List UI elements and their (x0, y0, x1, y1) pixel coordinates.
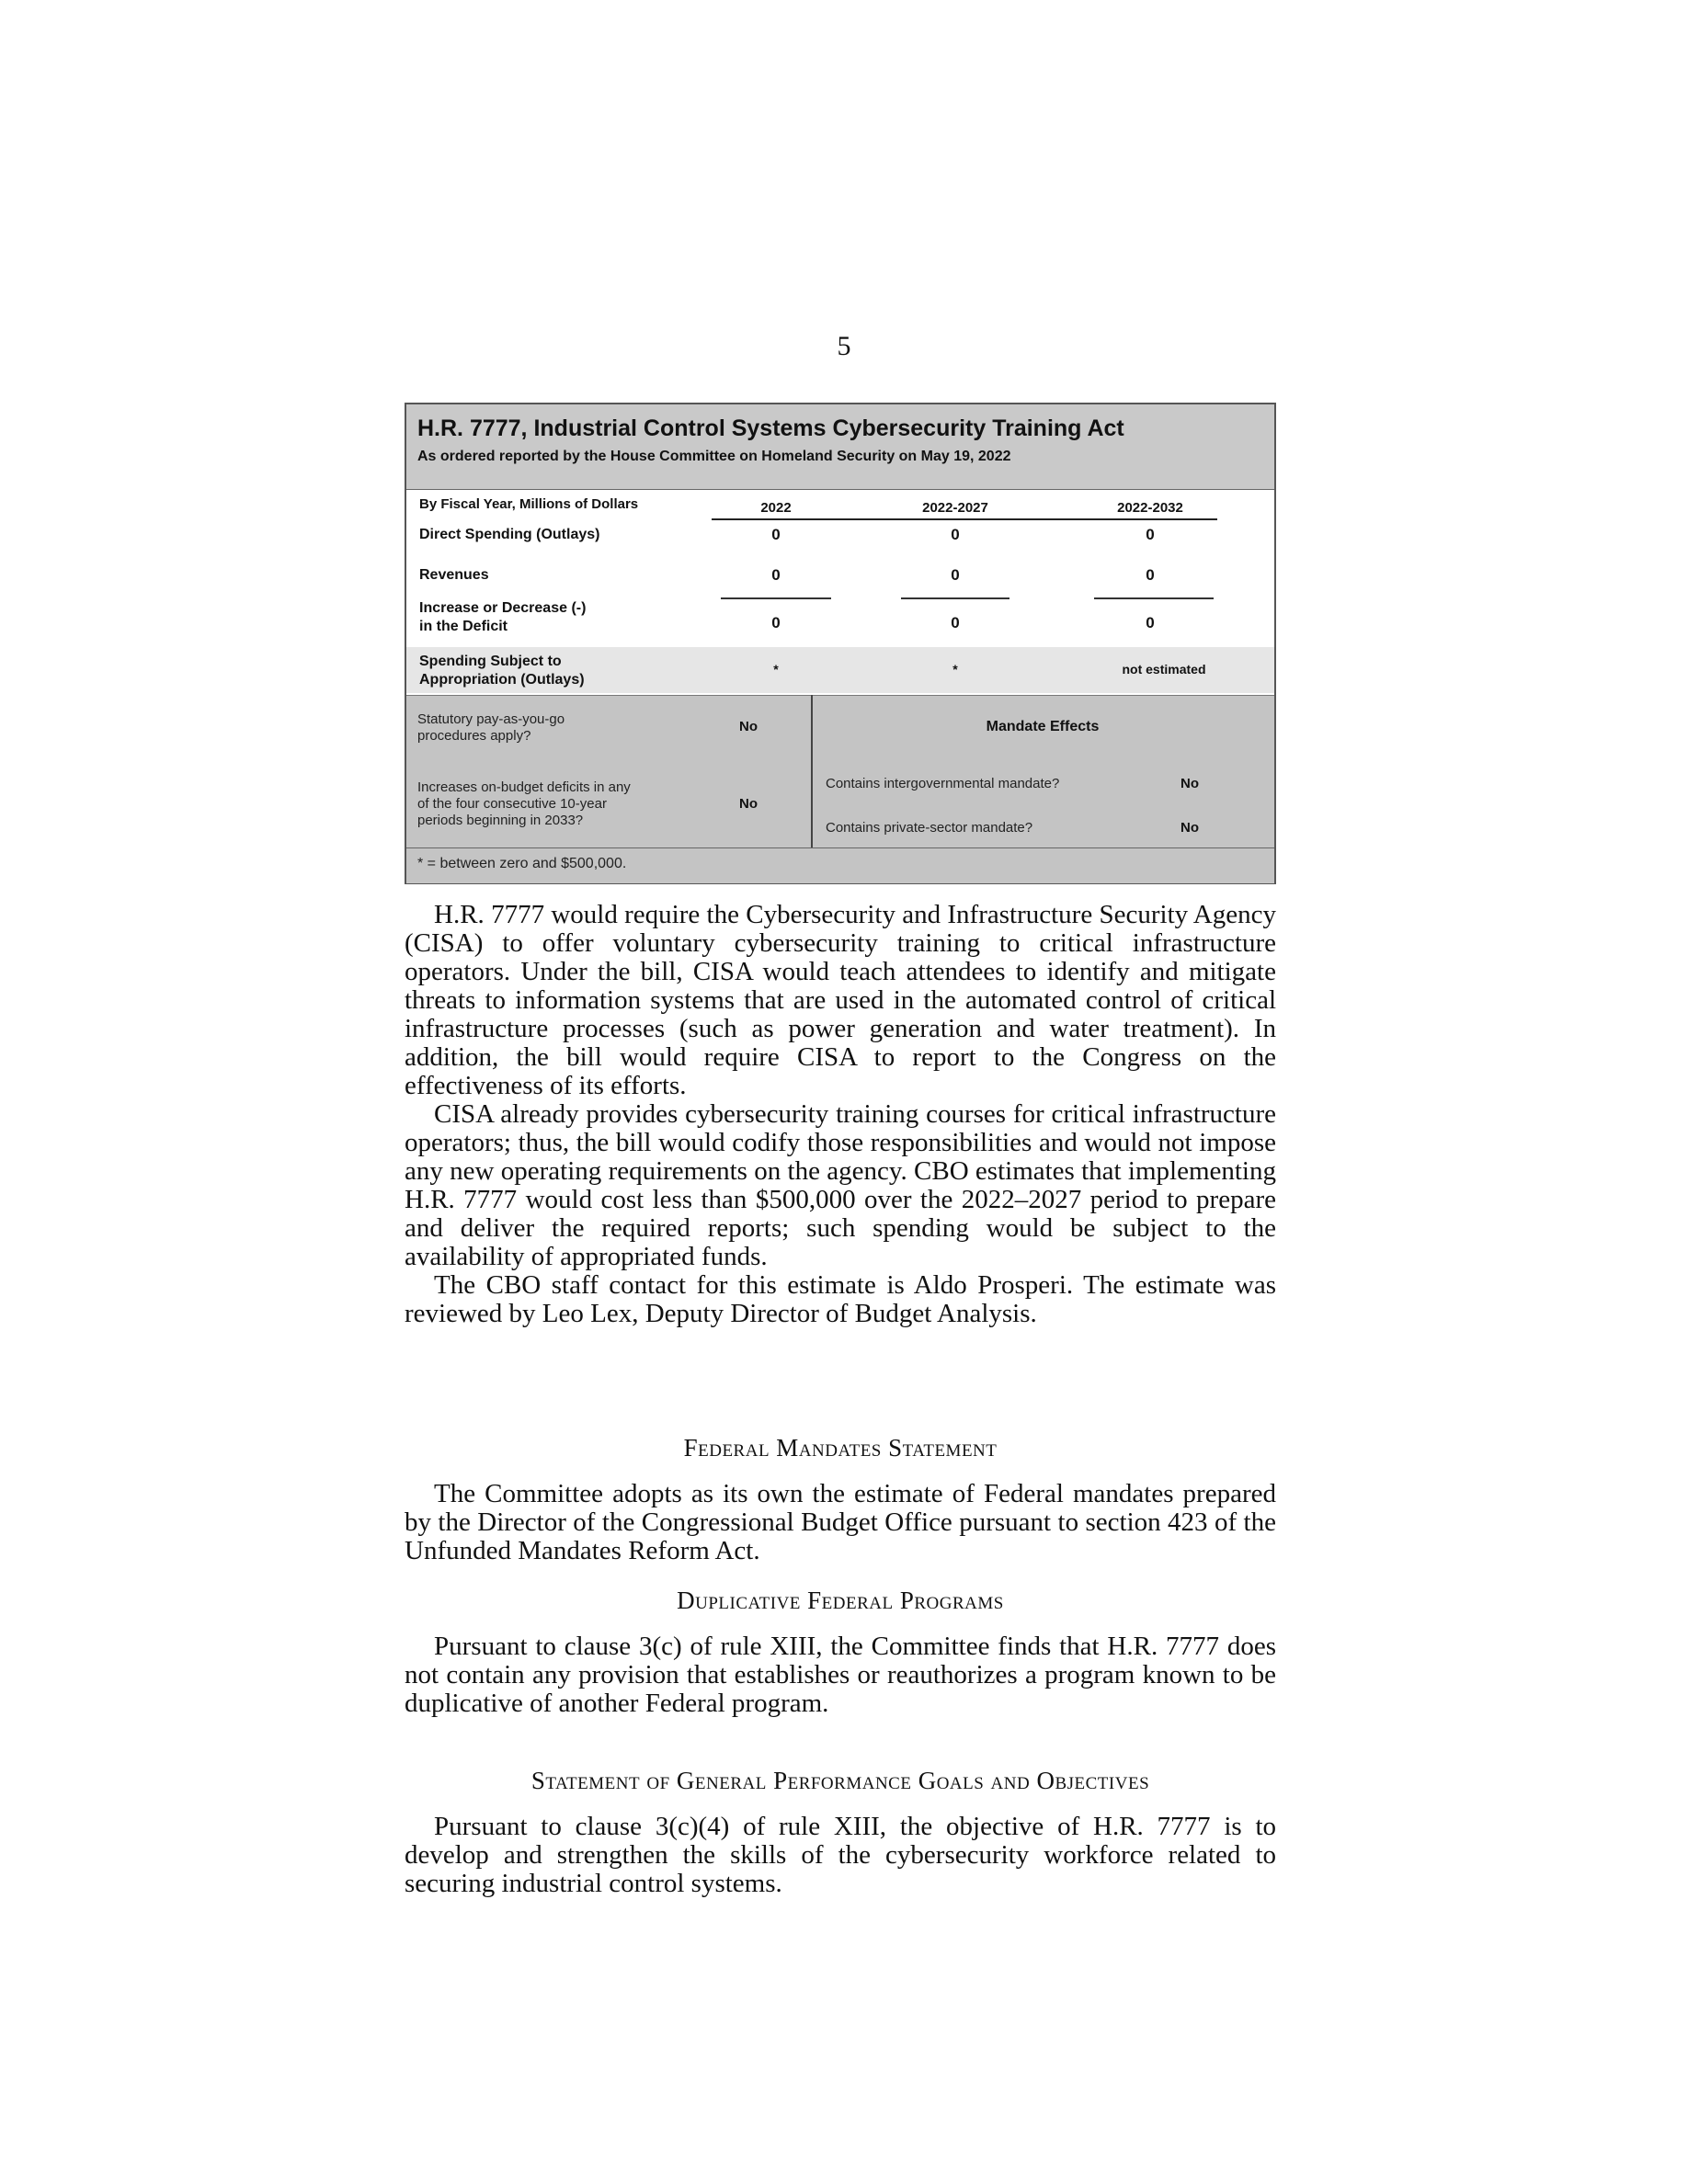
row-label-line: Appropriation (Outlays) (419, 672, 585, 688)
table-cell: not estimated (1122, 662, 1206, 677)
row-label-line: Spending Subject to (419, 654, 562, 669)
cbo-estimate-text (405, 901, 1276, 1328)
intergovernmental-mandate-question: Contains intergovernmental mandate? (826, 776, 1060, 791)
table-cell: 0 (951, 614, 960, 631)
sum-rule (1094, 597, 1214, 599)
deficits-line: Increases on-budget deficits in any (417, 779, 631, 795)
paragraph: The CBO staff contact for this estimate is Aldo Prosperi. The estimate was reviewed by Leo Lex, Deputy Director of Budget Analysis. (405, 1270, 1276, 1328)
intergovernmental-mandate-answer: No (1180, 776, 1199, 791)
bill-title: H.R. 7777, Industrial Control Systems Cybersecurity Training Act (417, 415, 1124, 441)
paygo-question (417, 711, 565, 745)
mandate-effects-title: Mandate Effects (986, 719, 1100, 734)
row-label-revenues: Revenues (419, 567, 489, 583)
lower-divider (811, 695, 813, 847)
paygo-line: Statutory pay-as-you-go (417, 711, 565, 727)
deficits-line: periods beginning in 2033? (417, 813, 584, 828)
sum-rule (901, 597, 1009, 599)
column-header-2022: 2022 (760, 500, 792, 516)
paragraph: The Committee adopts as its own the estimate of Federal mandates prepared by the Director of the Congressional Budget Office pursuant to section 423 of the Unfunded Mandates Reform Act. (405, 1479, 1276, 1565)
paragraph: CISA already provides cybersecurity training courses for critical infrastructure operators; thus, the bill would codify those responsibilities and would not impose any new operating requirements on the agency. CBO estimates that implementing H.R. 7777 would cost less than $500,000 over the 2022–2027 period to prepare and deliver the required reports; such spending would be subject to the availability of appropriated funds. (405, 1099, 1276, 1271)
section-body (405, 1480, 1276, 1565)
deficits-line: of the four consecutive 10-year (417, 796, 607, 812)
table-cell: 0 (771, 526, 781, 543)
paragraph: Pursuant to clause 3(c) of rule XIII, the Committee finds that H.R. 7777 does not contain any provision that establishes or reauthorizes a program known to be duplicative of another Federal program. (405, 1632, 1276, 1718)
row-label-deficit (419, 599, 586, 636)
section-heading-federal-mandates: Federal Mandates Statement (683, 1434, 998, 1462)
deficits-question (417, 779, 631, 829)
table-cell: 0 (771, 614, 781, 631)
table-cell: 0 (771, 566, 781, 584)
table-footnote: * = between zero and $500,000. (417, 856, 627, 871)
paragraph: Pursuant to clause 3(c)(4) of rule XIII, the objective of H.R. 7777 is to develop and strengthen the skills of the cybersecurity workforce related to securing industrial control systems. (405, 1812, 1276, 1898)
paygo-line: procedures apply? (417, 728, 531, 744)
row-label-line: Increase or Decrease (-) (419, 600, 587, 616)
header-rule (712, 518, 1217, 520)
cbo-cost-estimate-table (405, 403, 1276, 884)
bill-subtitle: As ordered reported by the House Committee on Homeland Security on May 19, 2022 (417, 449, 1011, 464)
table-cell: * (773, 662, 779, 677)
section-body (405, 1813, 1276, 1898)
table-cell: 0 (951, 566, 960, 584)
row-label-line: in the Deficit (419, 619, 508, 634)
table-cell: 0 (1146, 526, 1155, 543)
section-body (405, 1632, 1276, 1718)
section-heading-duplicative-programs: Duplicative Federal Programs (677, 1587, 1004, 1614)
paygo-answer: No (739, 719, 758, 734)
sum-rule (721, 597, 831, 599)
column-header-2022-2027: 2022-2027 (922, 500, 988, 516)
row-label-direct-spending: Direct Spending (Outlays) (419, 527, 600, 542)
table-cell: 0 (951, 526, 960, 543)
column-header-2022-2032: 2022-2032 (1117, 500, 1183, 516)
page-number: 5 (837, 331, 851, 361)
private-sector-mandate-answer: No (1180, 820, 1199, 836)
row-label-appropriation (419, 653, 585, 689)
private-sector-mandate-question: Contains private-sector mandate? (826, 820, 1033, 836)
section-heading-performance-goals: Statement of General Performance Goals and Objectives (530, 1767, 1150, 1794)
paragraph: H.R. 7777 would require the Cybersecurity and Infrastructure Security Agency (CISA) to offer voluntary cybersecurity training to critical infrastructure operators. Under the bill, CISA would teach attendees to identify and mitigate threats to information systems that are used in the automated control of critical infrastructure processes (such as power generation and water treatment). In addition, the bill would require CISA to report to the Congress on the effectiveness of its efforts. (405, 900, 1276, 1100)
deficits-answer: No (739, 796, 758, 812)
table-cell: 0 (1146, 566, 1155, 584)
table-cell: 0 (1146, 614, 1155, 631)
table-cell: * (952, 662, 958, 677)
column-header-label: By Fiscal Year, Millions of Dollars (419, 496, 639, 512)
